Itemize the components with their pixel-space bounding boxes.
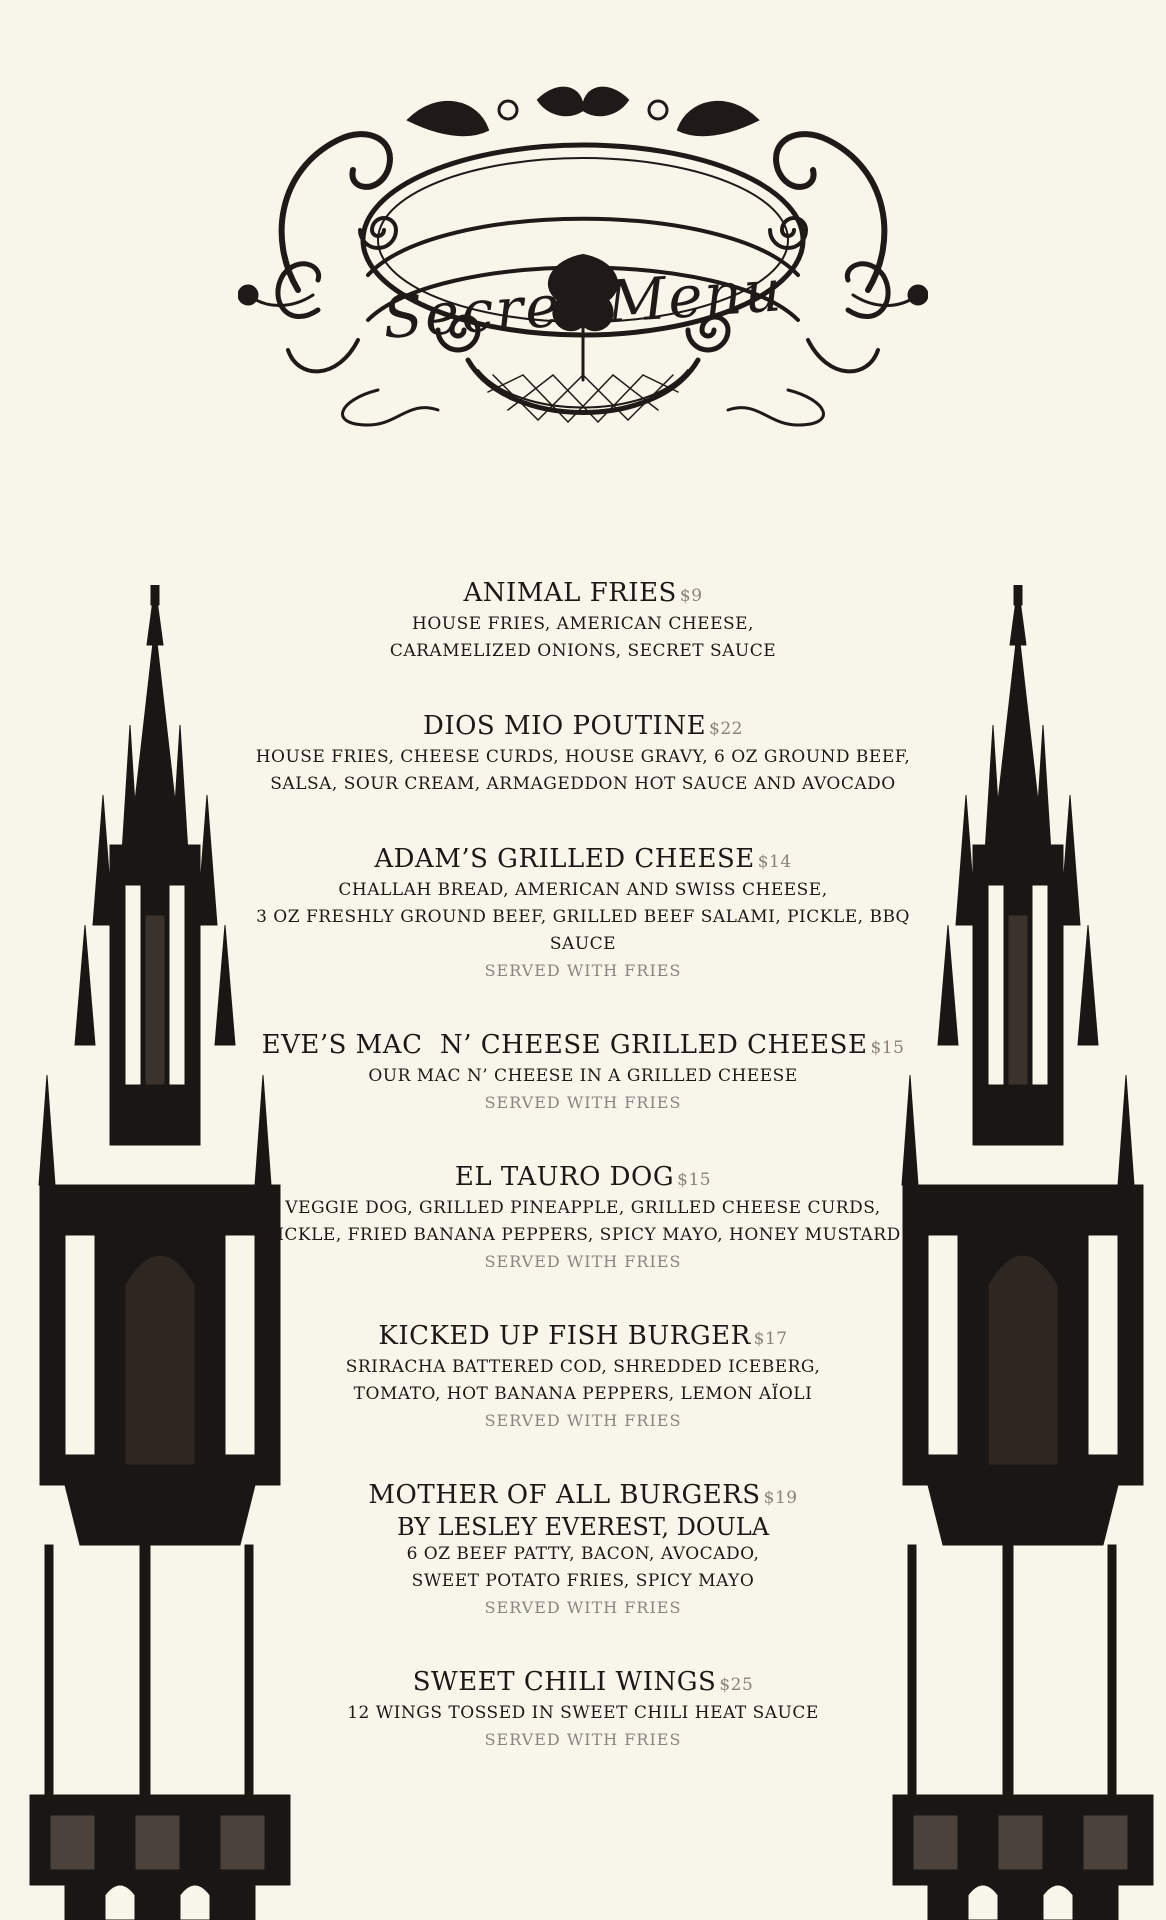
menu-item-desc: HOUSE FRIES, AMERICAN CHEESE, — [412, 614, 754, 634]
menu-item-name: KICKED UP FISH BURGER — [378, 1321, 751, 1351]
menu-item-desc: CHALLAH BREAD, AMERICAN AND SWISS CHEESE, — [338, 880, 828, 900]
menu-item-title — [240, 1030, 926, 1063]
menu-item-served-note: SERVED WITH FRIES — [484, 961, 682, 980]
header-ornament — [238, 80, 928, 440]
menu-item-price: $25 — [719, 1675, 754, 1695]
menu-item — [240, 1667, 926, 1753]
menu-item-name: MOTHER OF ALL BURGERS — [368, 1480, 761, 1510]
menu-item-title — [240, 578, 926, 611]
menu-item-title — [240, 711, 926, 744]
menu-item-price: $15 — [870, 1038, 905, 1058]
menu-item-title — [240, 1321, 926, 1354]
menu-item — [240, 844, 926, 984]
menu-item-served-note: SERVED WITH FRIES — [484, 1598, 682, 1617]
menu-item-served-note: SERVED WITH FRIES — [484, 1252, 682, 1271]
menu-item-desc: SALSA, SOUR CREAM, ARMAGEDDON HOT SAUCE AND AVOCADO — [270, 774, 896, 794]
menu-item-title — [240, 1162, 926, 1195]
menu-item-desc: TOMATO, HOT BANANA PEPPERS, LEMON AÏOLI — [353, 1384, 813, 1404]
menu-item-desc: OUR MAC N’ CHEESE IN A GRILLED CHEESE — [368, 1066, 798, 1086]
menu-item-name: ANIMAL FRIES — [463, 578, 677, 608]
menu-item-name: SWEET CHILI WINGS — [412, 1667, 717, 1697]
menu-item-desc: 6 OZ BEEF PATTY, BACON, AVOCADO, — [406, 1544, 760, 1564]
menu-item — [240, 578, 926, 665]
menu-item — [240, 1321, 926, 1434]
menu-list — [240, 578, 926, 1799]
menu-item-subtitle: BY LESLEY EVEREST, DOULA — [396, 1513, 770, 1541]
menu-item-served-note: SERVED WITH FRIES — [484, 1093, 682, 1112]
menu-item-desc: VEGGIE DOG, GRILLED PINEAPPLE, GRILLED CHEESE CURDS, — [285, 1198, 881, 1218]
menu-item-desc: CARAMELIZED ONIONS, SECRET SAUCE — [389, 641, 777, 661]
menu-item-desc: PICKLE, FRIED BANANA PEPPERS, SPICY MAYO, HONEY MUSTARD — [265, 1225, 901, 1245]
menu-item-price: $17 — [753, 1329, 788, 1349]
gothic-spire-right-icon — [888, 585, 1158, 1920]
menu-item-price: $15 — [677, 1170, 712, 1190]
menu-item-price: $22 — [709, 719, 743, 739]
menu-item-title — [240, 1667, 926, 1700]
menu-item-title — [240, 844, 926, 877]
menu-item-served-note: SERVED WITH FRIES — [484, 1411, 682, 1430]
menu-item — [240, 711, 926, 798]
menu-item-served-note: SERVED WITH FRIES — [484, 1730, 682, 1749]
menu-item-name: EVE’S MAC N’ CHEESE GRILLED CHEESE — [261, 1030, 868, 1060]
menu-item-price: $14 — [757, 852, 792, 872]
menu-item-name: DIOS MIO POUTINE — [423, 711, 707, 741]
menu-item-price: $19 — [763, 1488, 798, 1508]
menu-item-name: EL TAURO DOG — [454, 1162, 675, 1192]
menu-item-desc: 12 WINGS TOSSED IN SWEET CHILI HEAT SAUCE — [347, 1703, 819, 1723]
ornate-scroll-banner-icon — [238, 80, 928, 440]
menu-item-title — [240, 1480, 926, 1513]
menu-item-desc: SWEET POTATO FRIES, SPICY MAYO — [411, 1571, 755, 1591]
menu-item-desc: SRIRACHA BATTERED COD, SHREDDED ICEBERG, — [345, 1357, 821, 1377]
menu-item — [240, 1162, 926, 1275]
menu-item-name: ADAM’S GRILLED CHEESE — [374, 844, 755, 874]
menu-title: Secret Menu — [380, 256, 786, 352]
menu-item — [240, 1480, 926, 1621]
menu-item-desc: HOUSE FRIES, CHEESE CURDS, HOUSE GRAVY, 6 OZ GROUND BEEF, — [255, 747, 911, 767]
menu-item — [240, 1030, 926, 1116]
menu-item-price: $9 — [679, 586, 703, 606]
menu-item-desc: 3 OZ FRESHLY GROUND BEEF, GRILLED BEEF SALAMI, PICKLE, BBQ SAUCE — [256, 907, 910, 954]
